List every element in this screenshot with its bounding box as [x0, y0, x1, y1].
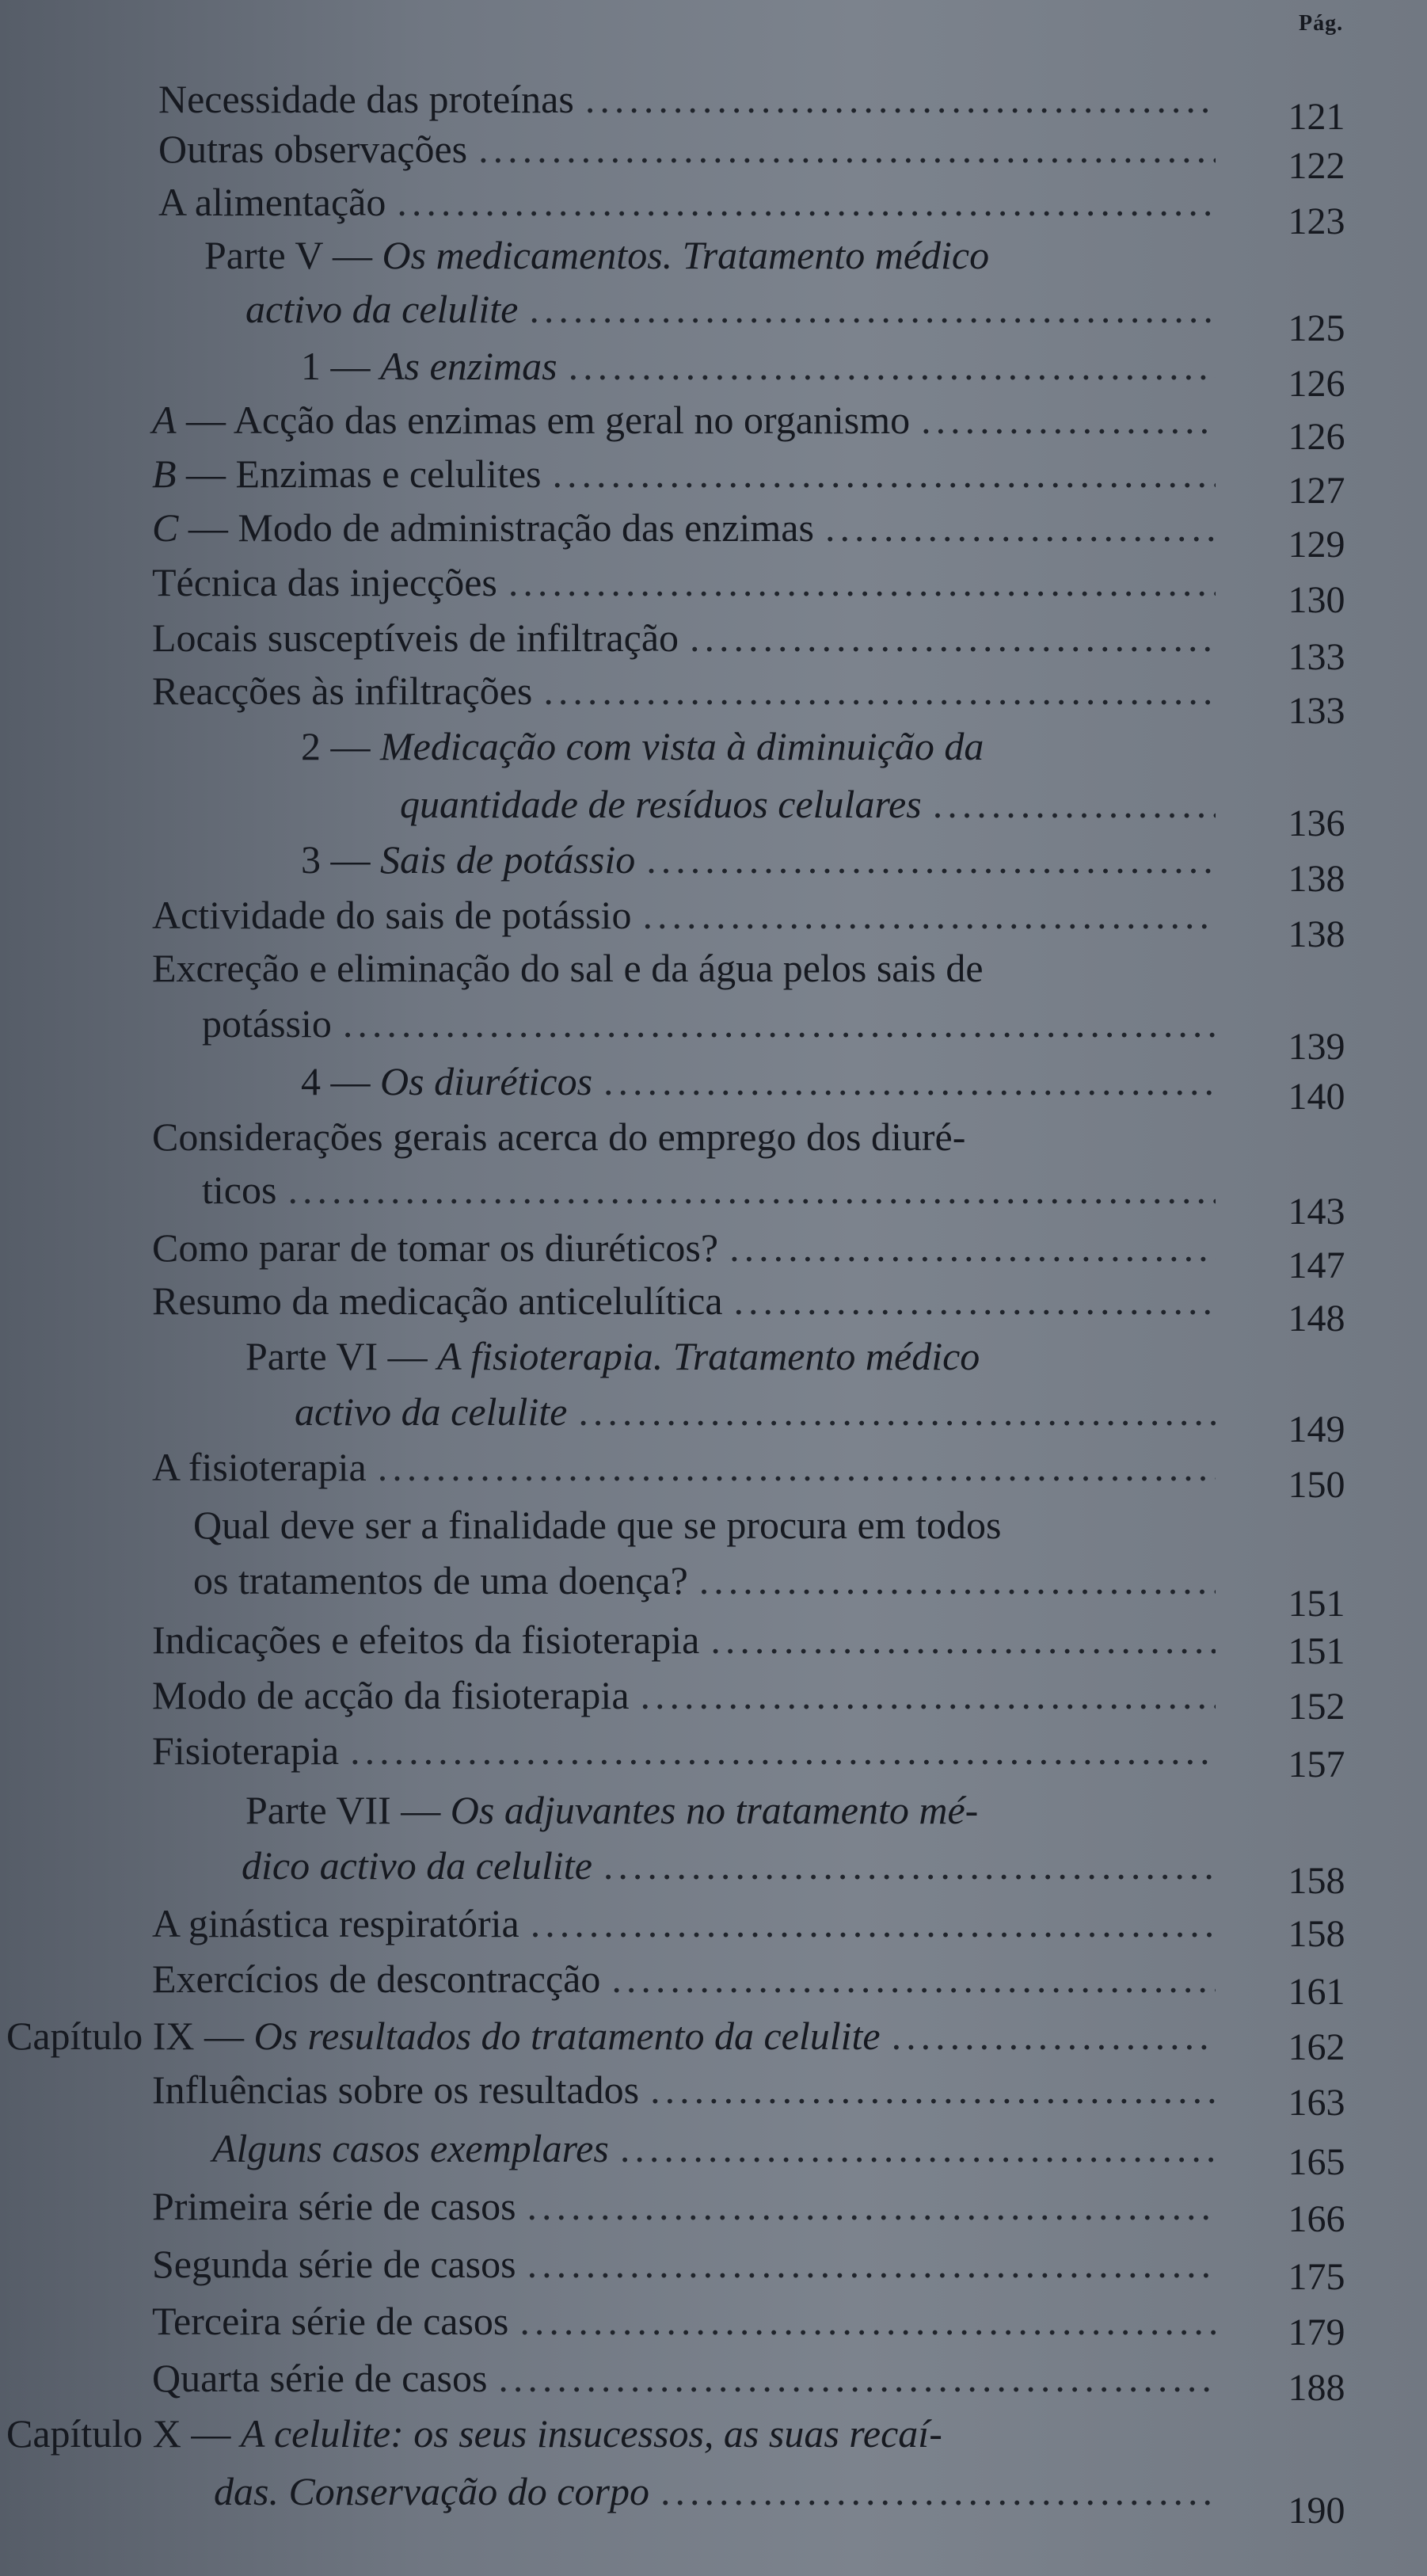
page-column-header: Pág. — [1299, 11, 1344, 36]
toc-entry-title — [242, 1842, 592, 1889]
toc-entry-title — [152, 1443, 367, 1491]
toc-entry-title — [301, 836, 635, 883]
toc-entry — [152, 614, 1216, 661]
dot-leader — [378, 1443, 1216, 1491]
dot-leader — [611, 1955, 1216, 2002]
toc-entry-title — [152, 1277, 723, 1324]
toc-entry-pre-text: Como parar de tomar os diuréticos? — [152, 1225, 719, 1270]
toc-page-number: 158 — [1288, 1913, 1345, 1955]
toc-page-number: 163 — [1288, 2082, 1345, 2124]
toc-entry — [245, 1332, 1220, 1380]
toc-entry-it-text: B — [152, 452, 177, 496]
toc-entry-title — [301, 342, 557, 390]
toc-entry-title — [152, 891, 631, 939]
toc-entry-title — [152, 396, 910, 444]
toc-entry-pre-text: Fisioterapia — [152, 1728, 340, 1773]
toc-page-number: 151 — [1288, 1630, 1345, 1672]
toc-entry-title — [152, 450, 542, 497]
toc-entry-title — [152, 1900, 519, 1947]
toc-entry — [152, 2240, 1216, 2288]
toc-entry-pre-text: ticos — [202, 1168, 277, 1212]
toc-page-number: 148 — [1288, 1298, 1345, 1339]
toc-page-number: 136 — [1288, 802, 1345, 844]
toc-entry-pre-text: Influências sobre os resultados — [152, 2067, 640, 2112]
toc-entry — [152, 2297, 1216, 2345]
toc-entry — [152, 1671, 1216, 1719]
toc-entry-title — [202, 1000, 332, 1047]
dot-leader — [531, 1900, 1216, 1947]
toc-entry — [301, 1057, 1216, 1105]
toc-entry — [152, 1224, 1216, 1271]
toc-entry — [242, 1842, 1216, 1889]
toc-entry-it-text: A fisioterapia. Tratamento médico — [437, 1334, 980, 1378]
dot-leader — [527, 2240, 1216, 2288]
toc-entry — [301, 722, 1220, 770]
toc-entry-title — [152, 944, 984, 992]
toc-page-number: 129 — [1288, 524, 1345, 566]
dot-leader — [343, 1000, 1216, 1047]
toc-entry-title — [214, 2467, 649, 2515]
toc-entry-post-text: — Acção das enzimas em geral no organismo — [176, 398, 911, 442]
toc-page-number: 149 — [1288, 1408, 1345, 1450]
toc-entry-title — [152, 2240, 516, 2288]
toc-page-number: 166 — [1288, 2198, 1345, 2240]
toc-entry-pre-text: Indicações e efeitos da fisioterapia — [152, 1618, 700, 1662]
dot-leader — [287, 1166, 1216, 1214]
dot-leader — [646, 836, 1216, 883]
toc-page-number: 175 — [1288, 2256, 1345, 2298]
toc-entry-it-text: activo da celulite — [295, 1389, 568, 1434]
toc-entry — [301, 836, 1216, 883]
toc-entry-title — [152, 1616, 699, 1663]
toc-entry-title — [158, 75, 574, 123]
toc-entry-it-text: Medicação com vista à diminuição da — [380, 724, 984, 768]
dot-leader — [519, 2297, 1216, 2345]
toc-entry-title — [301, 722, 984, 770]
toc-page-number: 121 — [1288, 96, 1345, 138]
toc-entry — [193, 1501, 1223, 1549]
toc-page-number: 158 — [1288, 1860, 1345, 1902]
dot-leader — [350, 1727, 1216, 1774]
toc-entry — [152, 944, 1223, 992]
toc-entry-pre-text: Parte VII — — [245, 1788, 451, 1832]
toc-entry-title — [245, 1332, 980, 1380]
dot-leader — [620, 2124, 1216, 2172]
toc-entry — [152, 1443, 1216, 1491]
toc-entry-it-text: Alguns casos exemplares — [212, 2126, 609, 2170]
dot-leader — [569, 342, 1216, 390]
toc-entry-title — [152, 558, 497, 606]
toc-page-number: 126 — [1288, 363, 1345, 405]
toc-page-number: 125 — [1288, 307, 1345, 349]
toc-entry — [193, 1557, 1216, 1604]
dot-leader — [578, 1388, 1216, 1435]
toc-entry-pre-text: Reacções às infiltrações — [152, 669, 533, 713]
toc-entry-it-text: C — [152, 505, 179, 550]
toc-entry-title — [204, 231, 989, 279]
toc-entry-pre-text: Segunda série de casos — [152, 2242, 516, 2286]
dot-leader — [553, 450, 1216, 497]
toc-entry — [202, 1166, 1216, 1214]
toc-entry — [214, 2467, 1216, 2515]
toc-entry-title — [152, 2297, 508, 2345]
toc-entry-it-text: quantidade de resíduos celulares — [400, 782, 922, 826]
toc-page-number: 151 — [1288, 1583, 1345, 1625]
toc-entry-pre-text: Actividade do sais de potássio — [152, 893, 632, 937]
toc-page-number: 165 — [1288, 2141, 1345, 2183]
toc-entry-title — [152, 1113, 965, 1160]
toc-entry-pre-text: A fisioterapia — [152, 1445, 367, 1489]
toc-entry — [158, 125, 1216, 173]
toc-entry-title — [295, 1388, 567, 1435]
toc-entry-pre-text: Outras observações — [158, 127, 468, 171]
toc-page-number: 143 — [1288, 1191, 1345, 1233]
toc-entry-it-text: Os diuréticos — [380, 1059, 593, 1103]
toc-page-number: 157 — [1288, 1743, 1345, 1785]
toc-entry-pre-text: Primeira série de casos — [152, 2184, 516, 2228]
dot-leader — [734, 1277, 1216, 1324]
toc-entry-pre-text: Terceira série de casos — [152, 2299, 509, 2343]
dot-leader — [933, 780, 1216, 828]
toc-entry-pre-text: 1 — — [301, 344, 380, 388]
dot-leader — [641, 1671, 1216, 1719]
toc-entry-it-text: Os resultados do tratamento da celulite — [253, 2014, 881, 2058]
toc-entry-pre-text: 3 — — [301, 837, 380, 882]
dot-leader — [892, 2012, 1216, 2060]
toc-page-number: 147 — [1288, 1244, 1345, 1286]
toc-entry-pre-text: Necessidade das proteínas — [158, 77, 574, 121]
dot-leader — [729, 1224, 1216, 1271]
dot-leader — [921, 396, 1216, 444]
toc-entry — [301, 342, 1216, 390]
toc-entry-title — [152, 2066, 639, 2113]
toc-entry-post-text: — Enzimas e celulites — [176, 452, 542, 496]
toc-entry — [204, 231, 1223, 279]
toc-entry-pre-text: A alimentação — [158, 180, 386, 224]
dot-leader — [650, 2066, 1216, 2113]
toc-entry — [152, 1113, 1223, 1160]
toc-entry-title — [152, 667, 532, 714]
toc-entry — [152, 2066, 1216, 2113]
toc-entry-pre-text: Exercícios de descontracção — [152, 1957, 601, 2001]
toc-page-number: 130 — [1288, 579, 1345, 621]
toc-entry-title — [152, 1671, 630, 1719]
toc-entry — [152, 558, 1216, 606]
toc-entry-it-text: Os adjuvantes no tratamento mé- — [450, 1788, 979, 1832]
toc-page-number: 188 — [1288, 2367, 1345, 2409]
toc-entry-pre-text: 2 — — [301, 724, 380, 768]
toc-entry — [158, 178, 1216, 226]
toc-entry-title — [202, 1166, 276, 1214]
toc-entry-pre-text: potássio — [202, 1001, 332, 1046]
dot-leader — [397, 178, 1216, 226]
dot-leader — [498, 2354, 1216, 2402]
toc-entry-it-text: Sais de potássio — [380, 837, 636, 882]
toc-entry — [158, 75, 1216, 123]
toc-entry — [152, 504, 1216, 551]
toc-entry-title — [152, 1224, 718, 1271]
toc-page-number: 150 — [1288, 1464, 1345, 1506]
toc-entry-it-text: das. Conservação do corpo — [214, 2469, 649, 2513]
toc-entry-pre-text: Considerações gerais acerca do emprego dos diuré- — [152, 1115, 966, 1159]
toc-entry — [152, 2354, 1216, 2402]
toc-entry-title — [400, 780, 922, 828]
toc-entry-pre-text: Modo de acção da fisioterapia — [152, 1673, 630, 1717]
toc-entry-it-text: activo da celulite — [245, 287, 519, 331]
toc-entry — [152, 1900, 1216, 1947]
dot-leader — [642, 891, 1216, 939]
toc-entry — [152, 1727, 1216, 1774]
toc-entry-pre-text: Qual deve ser a finalidade que se procura em todos — [193, 1503, 1002, 1547]
toc-page-number: 133 — [1288, 690, 1345, 732]
toc-page-number: 190 — [1288, 2490, 1345, 2532]
toc-entry-title — [193, 1557, 688, 1604]
toc-entry-it-text: A celulite: os seus insucessos, as suas recaí- — [240, 2411, 942, 2456]
dot-leader — [585, 75, 1216, 123]
toc-entry-pre-text: Parte V — — [204, 233, 382, 277]
dot-leader — [603, 1057, 1216, 1105]
toc-entry-title — [152, 614, 679, 661]
toc-entry-title — [301, 1057, 592, 1105]
toc-entry-pre-text: Capítulo X — — [6, 2411, 241, 2456]
toc-entry — [152, 667, 1216, 714]
toc-entry — [245, 285, 1216, 333]
dot-leader — [543, 667, 1216, 714]
toc-entry — [152, 1277, 1216, 1324]
toc-entry — [152, 891, 1216, 939]
dot-leader — [508, 558, 1216, 606]
toc-entry — [212, 2124, 1216, 2172]
toc-entry — [152, 2182, 1216, 2230]
toc-entry — [6, 2012, 1216, 2060]
toc-page-number: 122 — [1288, 145, 1345, 187]
toc-entry-pre-text: A ginástica respiratória — [152, 1901, 519, 1945]
toc-entry — [152, 450, 1216, 497]
dot-leader — [690, 614, 1216, 661]
toc-entry-title — [152, 2354, 487, 2402]
dot-leader — [699, 1557, 1216, 1604]
toc-page-number: 139 — [1288, 1026, 1345, 1068]
toc-entry — [295, 1388, 1216, 1435]
dot-leader — [478, 125, 1216, 173]
toc-entry-pre-text: Técnica das injecções — [152, 560, 497, 604]
toc-entry-pre-text: Excreção e eliminação do sal e da água pelos sais de — [152, 946, 984, 990]
toc-page-number: 162 — [1288, 2026, 1345, 2068]
toc-entry-title — [152, 1955, 600, 2002]
toc-page-number: 138 — [1288, 858, 1345, 900]
toc-entry — [400, 780, 1216, 828]
toc-entry-title — [6, 2410, 942, 2457]
toc-entry-title — [158, 125, 467, 173]
toc-entry-title — [212, 2124, 609, 2172]
dot-leader — [603, 1842, 1216, 1889]
toc-page-number: 179 — [1288, 2311, 1345, 2353]
toc-entry-pre-text: os tratamentos de uma doença? — [193, 1558, 688, 1602]
toc-page-number: 123 — [1288, 200, 1345, 242]
toc-entry-title — [152, 1727, 339, 1774]
toc-entry — [152, 1955, 1216, 2002]
toc-entry-pre-text: 4 — — [301, 1059, 380, 1103]
toc-entry — [202, 1000, 1216, 1047]
toc-entry-it-text: dico activo da celulite — [242, 1843, 592, 1888]
toc-entry-title — [245, 285, 518, 333]
toc-page-number: 152 — [1288, 1686, 1345, 1728]
toc-page-number: 126 — [1288, 416, 1345, 458]
toc-entry-title — [158, 178, 386, 226]
toc-entry — [152, 1616, 1216, 1663]
toc-entry-pre-text: Parte VI — — [245, 1334, 438, 1378]
toc-entry-it-text: Os medicamentos. Tratamento médico — [382, 233, 990, 277]
toc-entry-title — [152, 2182, 516, 2230]
toc-entry-title — [152, 504, 814, 551]
toc-entry-pre-text: Quarta série de casos — [152, 2356, 488, 2400]
toc-entry-post-text: — Modo de administração das enzimas — [178, 505, 814, 550]
dot-leader — [529, 285, 1216, 333]
dot-leader — [825, 504, 1216, 551]
toc-entry-title — [6, 2012, 881, 2060]
toc-entry-title — [193, 1501, 1001, 1549]
dot-leader — [660, 2467, 1216, 2515]
toc-page-number: 140 — [1288, 1076, 1345, 1118]
toc-entry-pre-text: Resumo da medicação anticelulítica — [152, 1278, 723, 1323]
toc-entry-pre-text: Capítulo IX — — [6, 2014, 254, 2058]
toc-entry — [6, 2410, 1223, 2457]
toc-page-number: 138 — [1288, 913, 1345, 955]
toc-entry — [245, 1786, 1220, 1834]
toc-entry-pre-text: Locais susceptíveis de infiltração — [152, 615, 679, 660]
toc-entry-title — [245, 1786, 978, 1834]
toc-page-number: 161 — [1288, 1971, 1345, 2013]
dot-leader — [527, 2182, 1216, 2230]
toc-entry — [152, 396, 1216, 444]
toc-page-number: 127 — [1288, 470, 1345, 512]
toc-entry-it-text: As enzimas — [380, 344, 557, 388]
toc-page-number: 133 — [1288, 636, 1345, 678]
dot-leader — [710, 1616, 1216, 1663]
toc-entry-it-text: A — [152, 398, 177, 442]
